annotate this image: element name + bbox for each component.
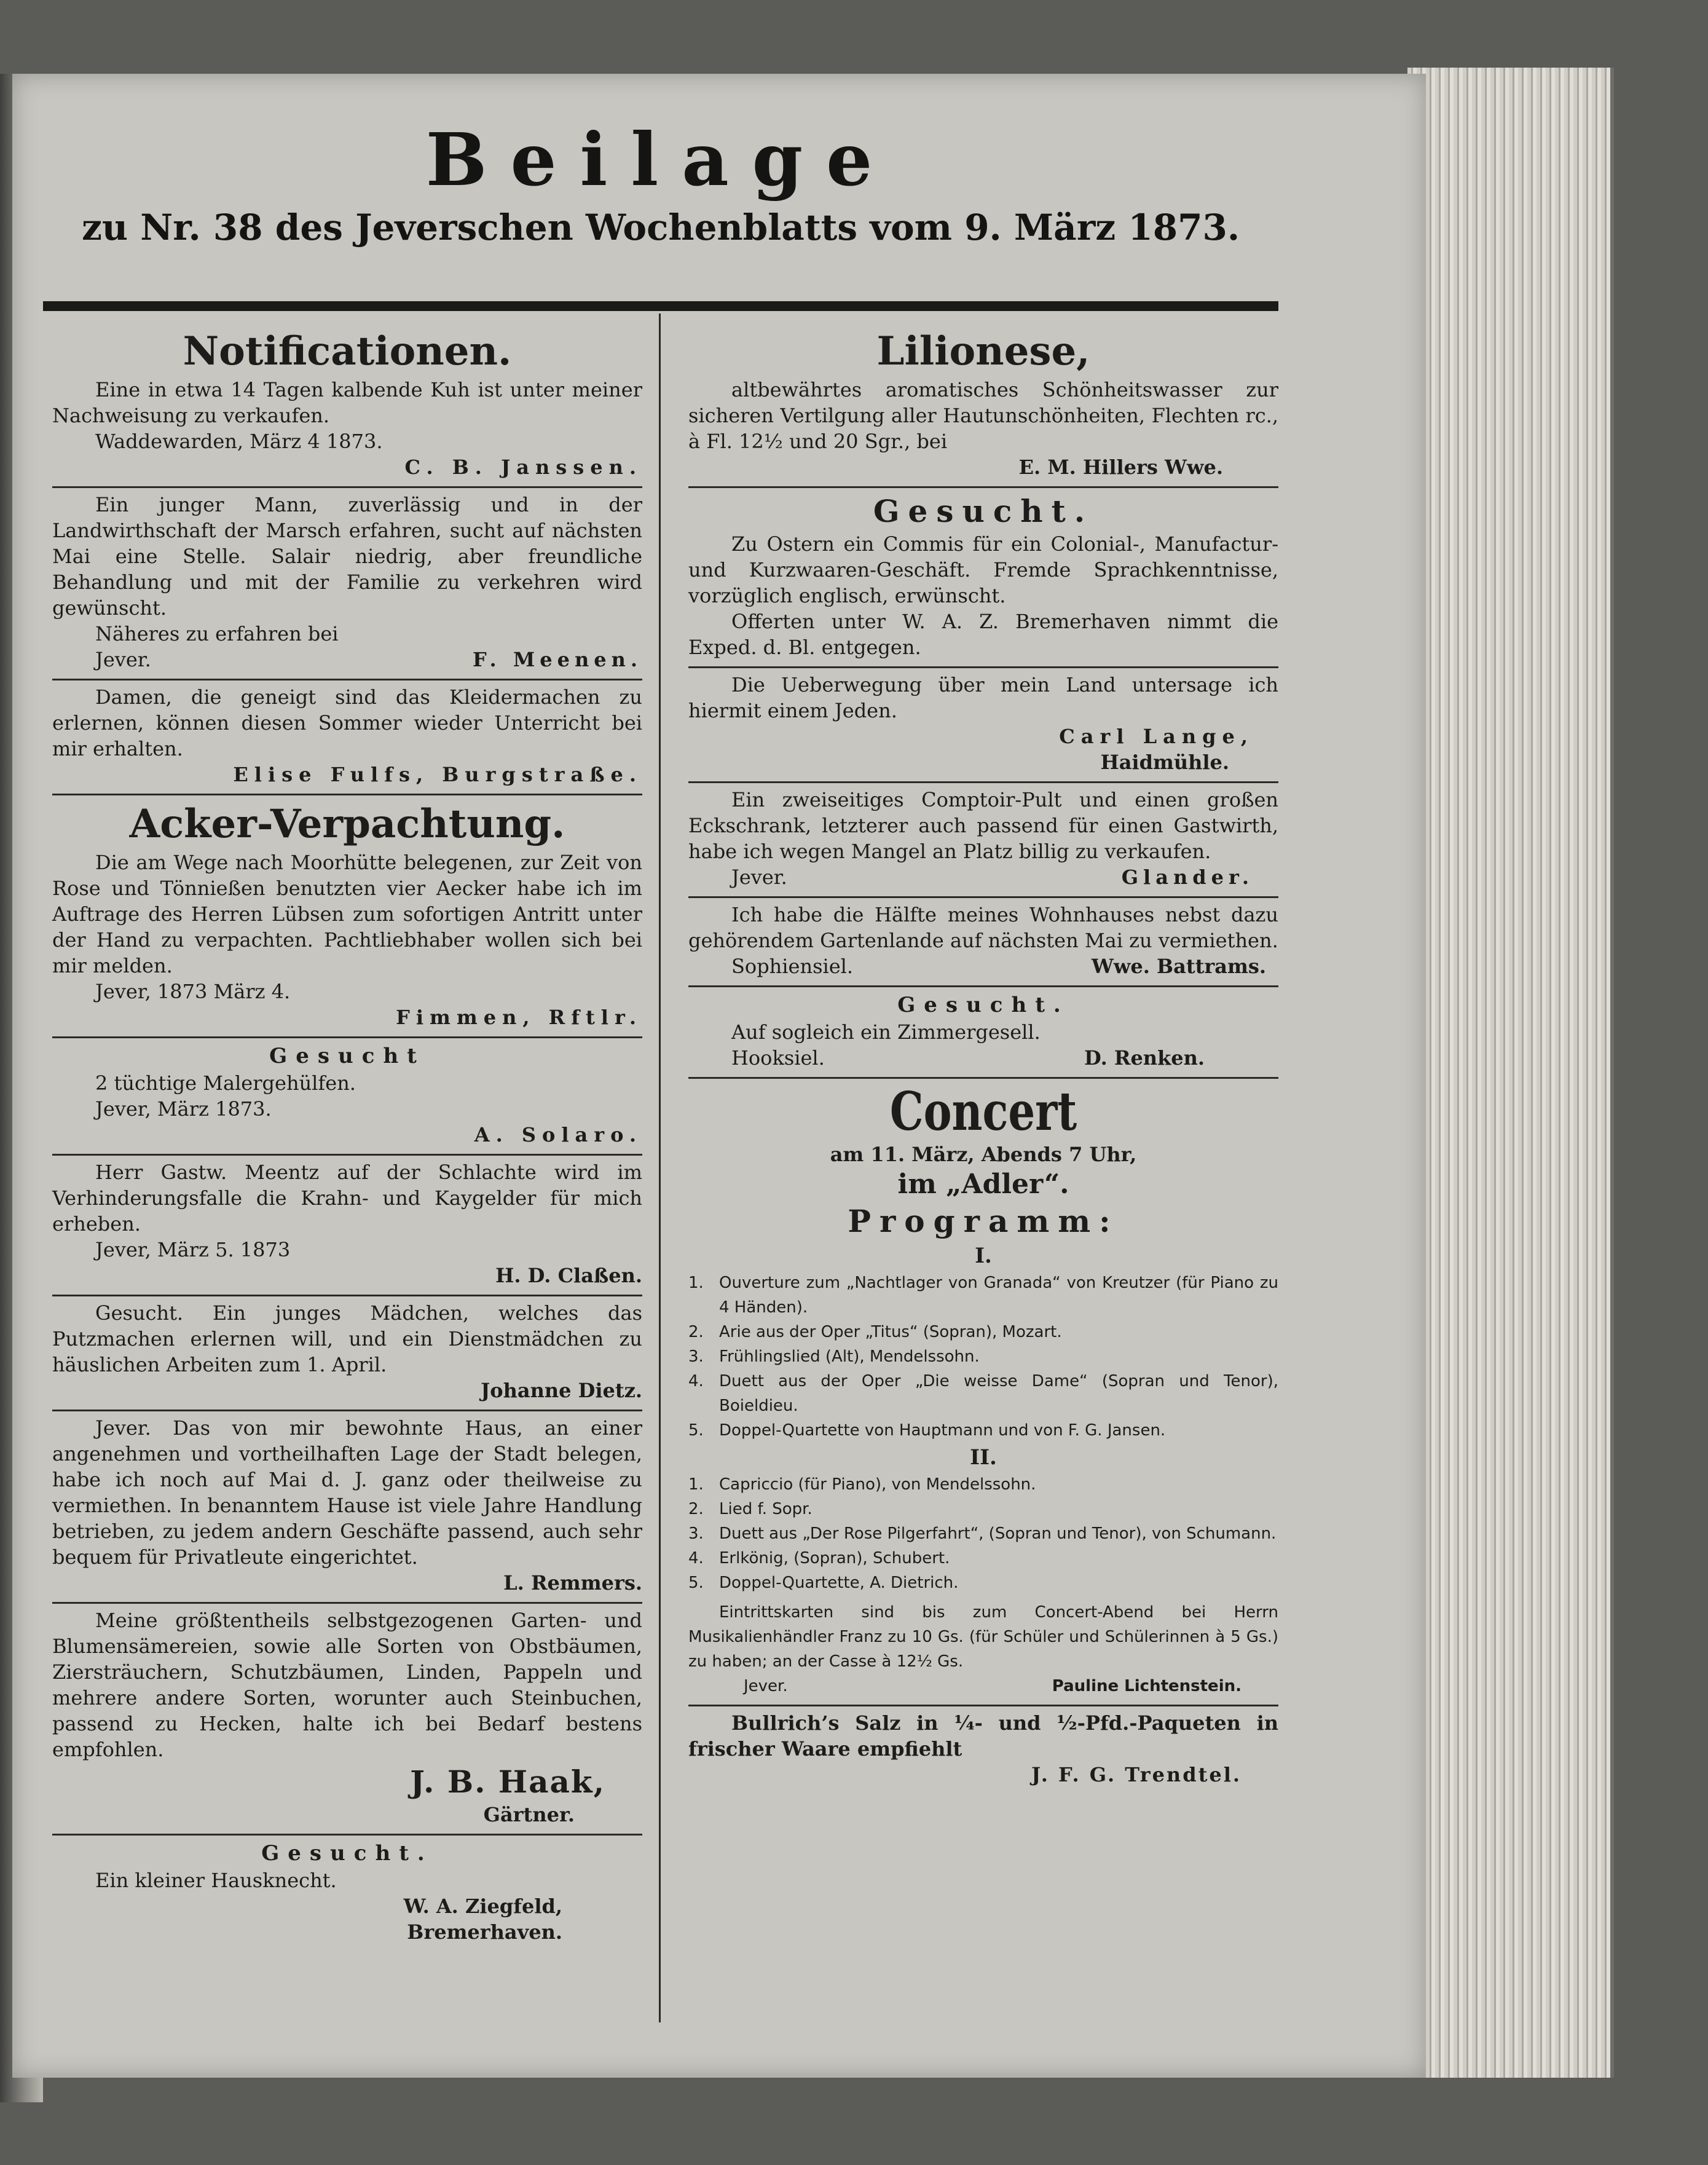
right-column [688,323,1278,1794]
ad-signature: H. D. Claßen. [495,1264,642,1287]
ad-footer [688,953,1278,979]
part-two-label: II. [970,1445,997,1470]
ad-more-info: Näheres zu erfahren bei [95,622,339,645]
part-one-label: I. [975,1244,992,1268]
programme-item [688,1320,1278,1344]
programme-item-number: 4. [688,1549,704,1568]
painters-wanted-ad [52,1038,642,1156]
salt-ad [688,1706,1278,1794]
ad-role: Gärtner. [483,1803,575,1826]
field-lease-heading: Acker-Verpachtung. [129,801,565,847]
ad-signature: J. B. Haak, [410,1764,605,1800]
girl-wanted-ad [52,1296,642,1411]
ad-signature: C. B. Janssen. [404,455,642,479]
ad-signature: D. Renken. [1084,1046,1205,1070]
notifications-heading: Notificationen. [183,328,512,374]
programme-item-number: 2. [688,1500,704,1518]
programme-item-title: Duett aus der Oper „Die weisse Dame“ (Sopran und Tenor), Boieldieu. [719,1372,1278,1415]
ad-text: Ein junger Mann, zuverlässig und in der Landwirthschaft der Marsch erfahren, sucht auf nächsten Mai eine Stelle. Salair niedrig, aber freundliche Behandlung und mit der Familie zu verkehren wird gewünscht. [52,493,642,620]
ad-signature: L. Remmers. [503,1571,642,1595]
programme-item-title: Lied f. Sopr. [719,1500,813,1518]
programme-item [688,1344,1278,1369]
concert-venue: im „Adler“. [897,1169,1069,1200]
programme-item-number: 5. [688,1574,704,1592]
programme-item-number: 5. [688,1421,704,1440]
seeds-ad [52,1604,642,1836]
header-rule [43,301,1278,311]
ad-text: Ein kleiner Hausknecht. [95,1869,337,1892]
ad-footer [688,864,1278,890]
programme-item-number: 3. [688,1524,704,1543]
programme-item-title: Ouverture zum „Nachtlager von Granada“ von Kreutzer (für Piano zu 4 Händen). [719,1274,1278,1317]
programme-item-title: Erlkönig, (Sopran), Schubert. [719,1549,950,1568]
concert-date: am 11. März, Abends 7 Uhr, [830,1143,1137,1166]
ad-place: Haidmühle. [1100,751,1229,774]
ad-text: Zu Ostern ein Commis für ein Colonial-, Manufactur- und Kurzwaaren-Geschäft. Fremde Sprachkenntnisse, vorzüglich englisch, erwünscht. [688,532,1278,607]
programme-part-two [688,1472,1278,1595]
programme-item-title: Frühlingslied (Alt), Mendelssohn. [719,1347,980,1366]
ad-place-date: Jever, 1873 März 4. [95,980,291,1003]
ad-signature: J. F. G. Trendtel. [1031,1763,1242,1786]
ad-signature: W. A. Ziegfeld, [403,1895,562,1918]
ad-text: Meine größtentheils selbstgezogenen Garten- und Blumensämereien, sowie alle Sorten von Obstbäumen, Ziersträuchern, Schutzbäumen, Linden, Pappeln und mehrere andere Sorten, worunter auch Steinbuchen, passend zu Hecken, halte ich bei Bedarf bestens empfohlen. [52,1609,642,1761]
ad-signature: Glander. [1121,866,1254,889]
ad-place-date: Jever, März 1873. [95,1097,272,1121]
ad-place: Jever. [95,648,151,671]
ad-text: Die am Wege nach Moorhütte belegenen, zur Zeit von Rose und Tönnießen benutzten vier Aecker habe ich im Auftrage des Herren Lübsen zum sofortigen Antritt unter der Hand zu verpachten. Pachtliebhaber wollen sich bei mir melden. [52,851,642,977]
ad-place: Jever. [744,1677,788,1695]
ad-text: Damen, die geneigt sind das Kleidermachen zu erlernen, können diesen Sommer wieder Unterricht bei mir erhalten. [52,685,642,760]
ad-text: Ein zweiseitiges Comptoir-Pult und einen großen Eckschrank, letzterer auch passend für einen Gastwirth, habe ich wegen Mangel an Platz billig zu verkaufen. [688,788,1278,863]
left-column [52,323,642,1951]
ad-text: Ich habe die Hälfte meines Wohnhauses nebst dazu gehörendem Gartenlande auf nächsten Mai zu vermiethen. [688,903,1278,952]
ad-text: Bullrich’s Salz in ¼- und ½-Pfd.-Paqueten in frischer Waare empfiehlt [688,1711,1278,1761]
ad-signature: E. M. Hillers Wwe. [1018,455,1223,479]
ad-text: 2 tüchtige Malergehülfen. [95,1071,356,1095]
wanted-heading: Gesucht [269,1044,425,1068]
ad-place-date: Waddewarden, März 4 1873. [95,430,383,453]
concert-heading: Concert [889,1081,1077,1143]
ad-place: Jever. [731,866,787,889]
ad-signature: Elise Fulfs, Burgstraße. [233,763,642,786]
ad-signature: Carl Lange, [1059,725,1254,748]
programme-item-number: 2. [688,1323,704,1341]
ad-signature: Fimmen, Rftlr. [396,1006,642,1029]
ad-place: Hooksiel. [731,1046,825,1070]
programme-item-number: 3. [688,1347,704,1366]
ad-text: Die Ueberwegung über mein Land untersage ich hiermit einem Jeden. [688,673,1278,722]
ad-text: Herr Gastw. Meentz auf der Schlachte wird im Verhinderungsfalle die Krahn- und Kaygelder für mich erheben. [52,1161,642,1236]
ad-place: Bremerhaven. [407,1920,562,1944]
ad-text: Jever. Das von mir bewohnte Haus, an einer angenehmen und vortheilhaften Lage der Stadt belegen, habe ich noch auf Mai d. J. ganz oder theilweise zu vermiethen. In benanntem Hause ist viele Jahre Handlung betrieben, zu jedem andern Geschäfte passend, auch sehr bequem für Privatleute eingerichtet. [52,1416,642,1569]
ad-footer [688,1045,1278,1071]
programme-item-number: 4. [688,1372,704,1390]
programme-item-title: Doppel-Quartette, A. Dietrich. [719,1574,959,1592]
ad-signature: A. Solaro. [474,1123,642,1146]
programme-item-number: 1. [688,1475,704,1494]
ad-place-date: Jever, März 5. 1873 [95,1238,291,1261]
ad-signature: Pauline Lichtenstein. [1052,1677,1242,1695]
programme-item [688,1497,1278,1521]
ad-text: altbewährtes aromatisches Schönheitswasser zur sicheren Vertilgung aller Hautunschönheiten, Flechten rc., à Fl. 12½ und 20 Sgr., bei [688,378,1278,453]
wanted-heading: Gesucht. [897,993,1069,1017]
house-half-ad [688,898,1278,987]
ad-signature: F. Meenen. [473,648,642,671]
ad-text: Auf sogleich ein Zimmergesell. [731,1020,1041,1044]
concert-tickets: Eintrittskarten sind bis zum Concert-Abend bei Herrn Musikalienhändler Franz zu 10 Gs. (für Schüler und Schülerinnen à 5 Gs.) zu haben; an der Casse à 12½ Gs. [688,1603,1278,1671]
house-servant-ad [52,1836,642,1951]
programme-item-number: 1. [688,1274,704,1292]
programme-item [688,1369,1278,1418]
programme-item-title: Arie aus der Oper „Titus“ (Sopran), Mozart. [719,1323,1062,1341]
house-rent-ad [52,1411,642,1604]
ad-text: Gesucht. Ein junges Mädchen, welches das Putzmachen erlernen will, und ein Dienstmädchen zu häuslichen Arbeiten zum 1. April. [52,1301,642,1376]
programme-item [688,1271,1278,1320]
programme-item-title: Doppel-Quartette von Hauptmann und von F. G. Jansen. [719,1421,1166,1440]
programme-item [688,1472,1278,1497]
commis-wanted-ad [688,488,1278,668]
programme-part-one [688,1271,1278,1443]
ad-offers: Offerten unter W. A. Z. Bremerhaven nimmt die Exped. d. Bl. entgegen. [688,610,1278,659]
page-subtitle: zu Nr. 38 des Jeverschen Wochenblatts vom 9. März 1873. [81,207,1240,248]
programm-heading: Programm: [848,1203,1119,1239]
column-divider [659,314,661,2022]
page-title: Beilage [425,117,896,202]
programme-item-title: Capriccio (für Piano), von Mendelssohn. [719,1475,1036,1494]
lilionese-ad [688,323,1278,488]
programme-item [688,1521,1278,1546]
ad-footer [52,647,642,672]
wanted-heading: Gesucht. [873,493,1094,529]
land-notice-ad [688,668,1278,783]
notification-ad [52,323,642,488]
wanted-heading: Gesucht. [261,1841,433,1866]
ad-signature: Wwe. Battrams. [1091,955,1266,978]
concert-ad [688,1079,1278,1706]
programme-item [688,1571,1278,1595]
dressmaking-ad [52,680,642,795]
lilionese-heading: Lilionese, [876,328,1090,374]
ad-text: Eine in etwa 14 Tagen kalbende Kuh ist unter meiner Nachweisung zu verkaufen. [52,378,642,427]
field-lease-ad [52,795,642,1038]
programme-item [688,1546,1278,1571]
ad-place: Sophiensiel. [731,955,854,978]
desk-sale-ad [688,783,1278,898]
young-man-ad [52,488,642,680]
page-header [43,117,1278,249]
ad-signature: Johanne Dietz. [481,1379,642,1402]
harbour-fees-ad [52,1156,642,1296]
book-page-edges [1407,68,1614,2078]
programme-item-title: Duett aus „Der Rose Pilgerfahrt“, (Sopran und Tenor), von Schumann. [719,1524,1277,1543]
programme-item [688,1418,1278,1443]
ad-footer [688,1674,1278,1698]
carpenter-wanted-ad [688,987,1278,1079]
